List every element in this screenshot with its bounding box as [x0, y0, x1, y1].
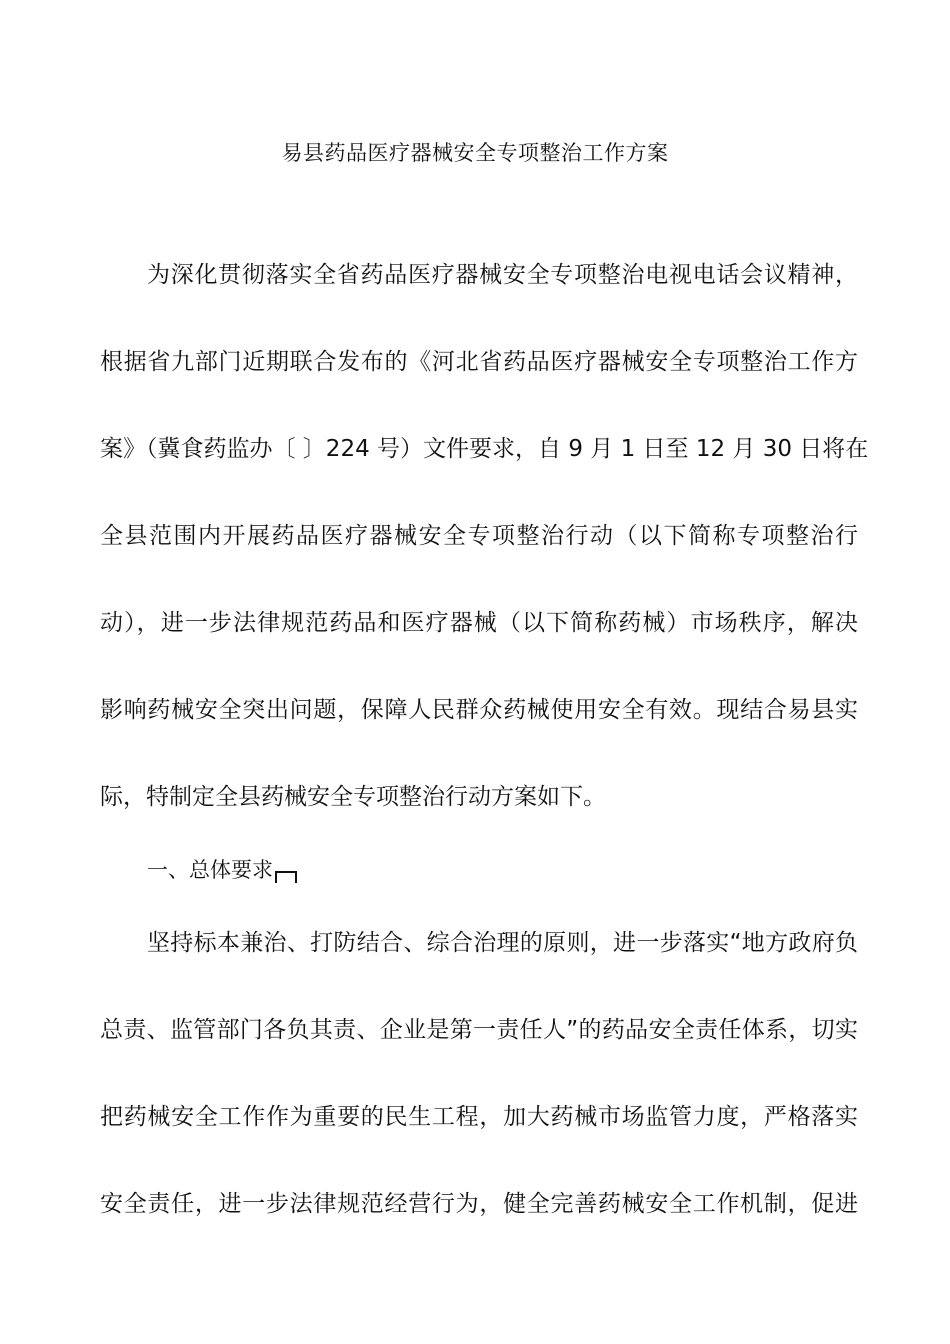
bracket-mark-icon	[275, 871, 297, 883]
paragraph-line: 动），进一步法律规范药品和医疗器械（以下简称药械）市场秩序，解决	[100, 610, 858, 636]
paragraph-line: 总责、监管部门各负其责、企业是第一责任人”的药品安全责任体系，切实	[100, 1017, 858, 1043]
paragraph-line: 际，特制定全县药械安全专项整治行动方案如下。	[100, 784, 606, 810]
section-heading	[147, 853, 297, 887]
document-title: 易县药品医疗器械安全专项整治工作方案	[281, 141, 669, 165]
paragraph-line: 坚持标本兼治、打防结合、综合治理的原则，进一步落实“地方政府负	[147, 930, 858, 956]
paragraph-line: 根据省九部门近期联合发布的《河北省药品医疗器械安全专项整治工作方	[100, 349, 858, 375]
paragraph-line: 把药械安全工作作为重要的民生工程，加大药械市场监管力度，严格落实	[100, 1104, 858, 1130]
paragraph-line: 案》（冀食药监办〔 〕224 号）文件要求，自 9 月 1 日至 12 月 30 日将在	[100, 436, 869, 462]
section-heading-text: 一、总体要求	[147, 858, 273, 882]
paragraph-line: 为深化贯彻落实全省药品医疗器械安全专项整治电视电话会议精神，	[147, 262, 858, 288]
paragraph-line: 安全责任，进一步法律规范经营行为，健全完善药械安全工作机制，促进	[100, 1191, 858, 1217]
paragraph-line: 全县范围内开展药品医疗器械安全专项整治行动（以下简称专项整治行	[100, 523, 858, 549]
paragraph-line: 影响药械安全突出问题，保障人民群众药械使用安全有效。现结合易县实	[100, 697, 858, 723]
